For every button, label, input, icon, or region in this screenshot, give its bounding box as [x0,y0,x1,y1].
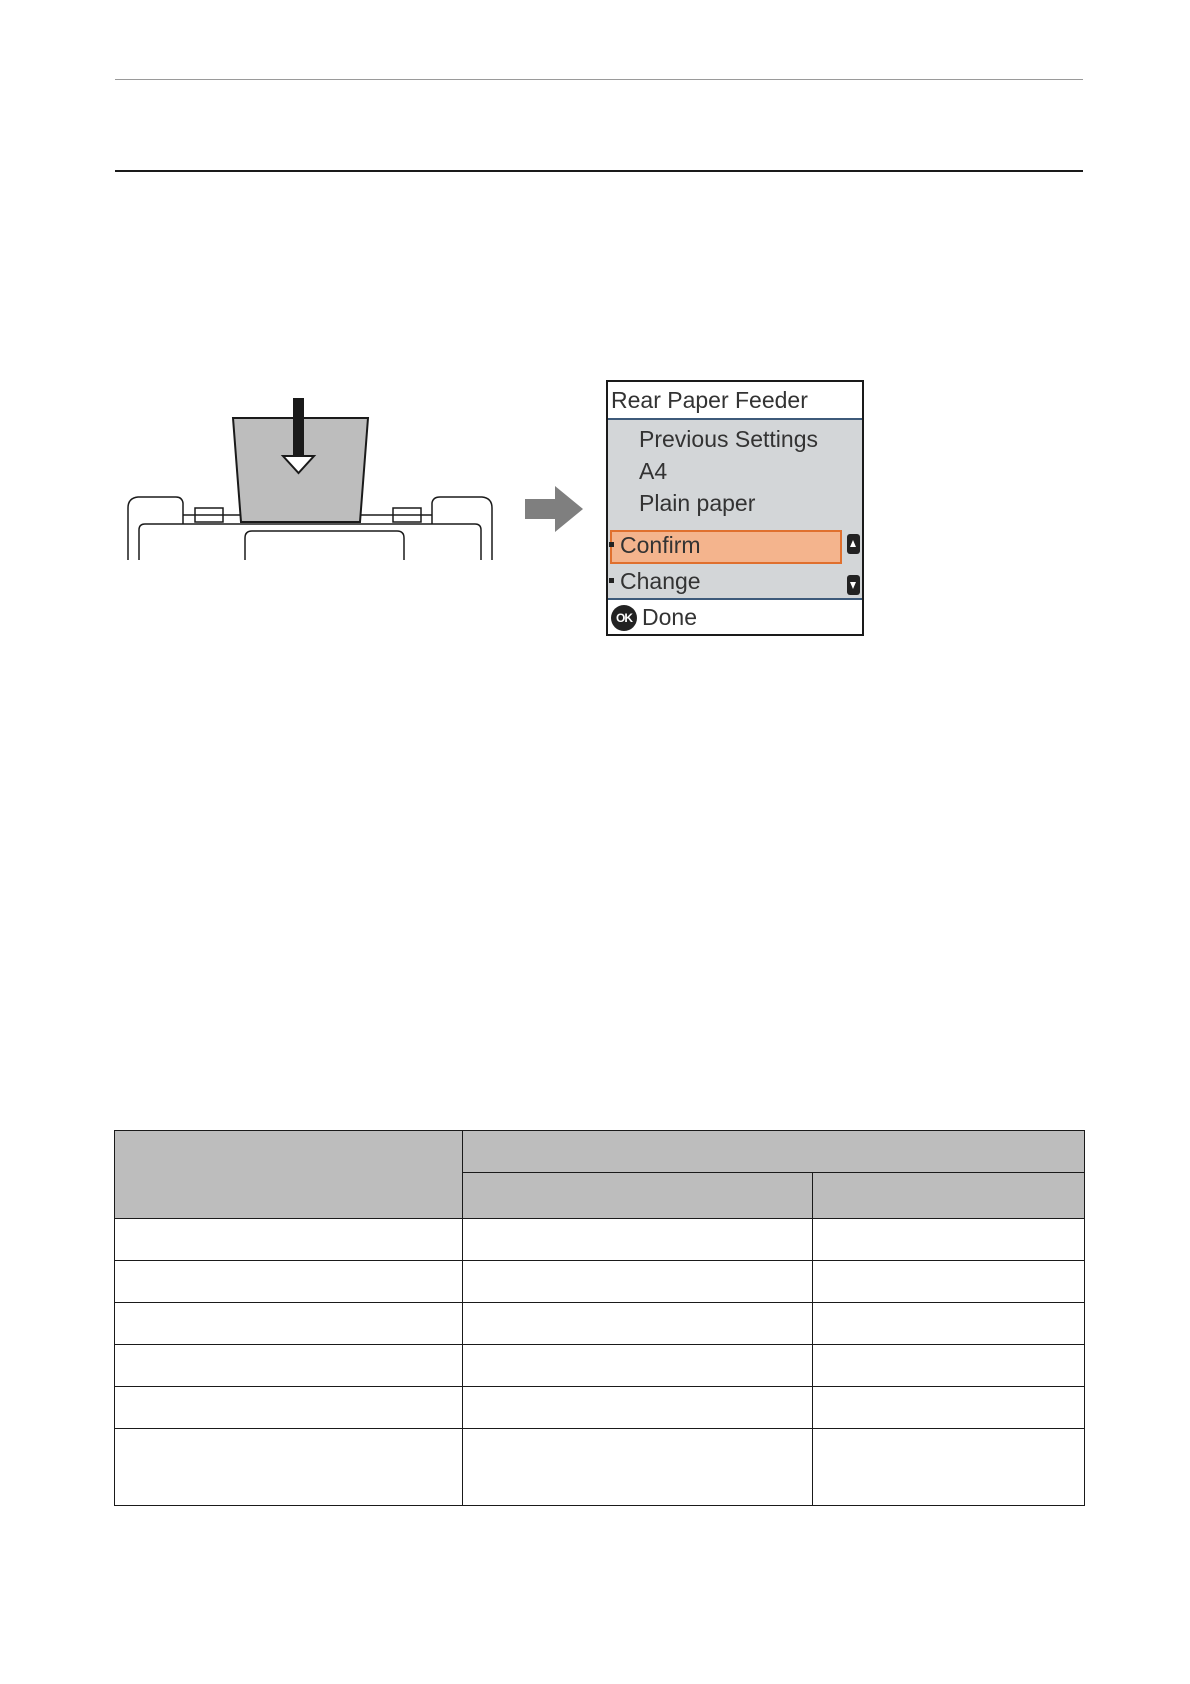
bullet-icon [609,542,614,547]
table-header-cell [463,1131,1085,1173]
page-top-rule [115,79,1083,80]
arrow-right-icon [525,486,583,532]
done-label: Done [642,604,697,630]
table-cell [115,1303,463,1345]
lcd-footer [608,598,862,634]
change-option-label: Change [620,568,701,594]
lcd-title: Rear Paper Feeder [608,382,862,420]
table-cell [115,1345,463,1387]
scroll-up-icon[interactable] [847,534,860,554]
table-cell [463,1429,813,1506]
table-cell [463,1219,813,1261]
table-cell [463,1345,813,1387]
table-row [115,1219,1085,1261]
table-cell [813,1303,1085,1345]
table-subheader-cell [813,1173,1085,1219]
printer-lcd-screen [606,380,864,636]
table-cell [813,1345,1085,1387]
table-cell [115,1219,463,1261]
confirm-option-label: Confirm [620,532,701,558]
section-heading-rule [115,170,1083,172]
table-subheader-cell [463,1173,813,1219]
arrow-down-icon [293,398,304,458]
bullet-icon [609,578,614,583]
table-cell [463,1303,813,1345]
lcd-info-previous-settings: Previous Settings [639,426,818,452]
table-cell [813,1429,1085,1506]
table-row [115,1429,1085,1506]
table-cell [115,1429,463,1506]
table-row [115,1261,1085,1303]
paper-capacity-table [114,1130,1085,1506]
scroll-down-icon[interactable] [847,575,860,595]
table-cell [115,1387,463,1429]
table-row [115,1303,1085,1345]
table-cell [463,1261,813,1303]
table-header-cell [115,1131,463,1219]
printer-loading-illustration [125,398,495,568]
table-cell [463,1387,813,1429]
table-cell [115,1261,463,1303]
table-cell [813,1261,1085,1303]
table-row [115,1387,1085,1429]
confirm-option[interactable] [609,532,701,559]
table-cell [813,1219,1085,1261]
lcd-info-paper-size: A4 [639,458,668,484]
table-cell [813,1387,1085,1429]
ok-button-icon[interactable]: OK [611,605,637,631]
table-row [115,1345,1085,1387]
lcd-info-paper-type: Plain paper [639,490,756,516]
lcd-body [608,420,862,598]
change-option[interactable] [609,568,701,595]
